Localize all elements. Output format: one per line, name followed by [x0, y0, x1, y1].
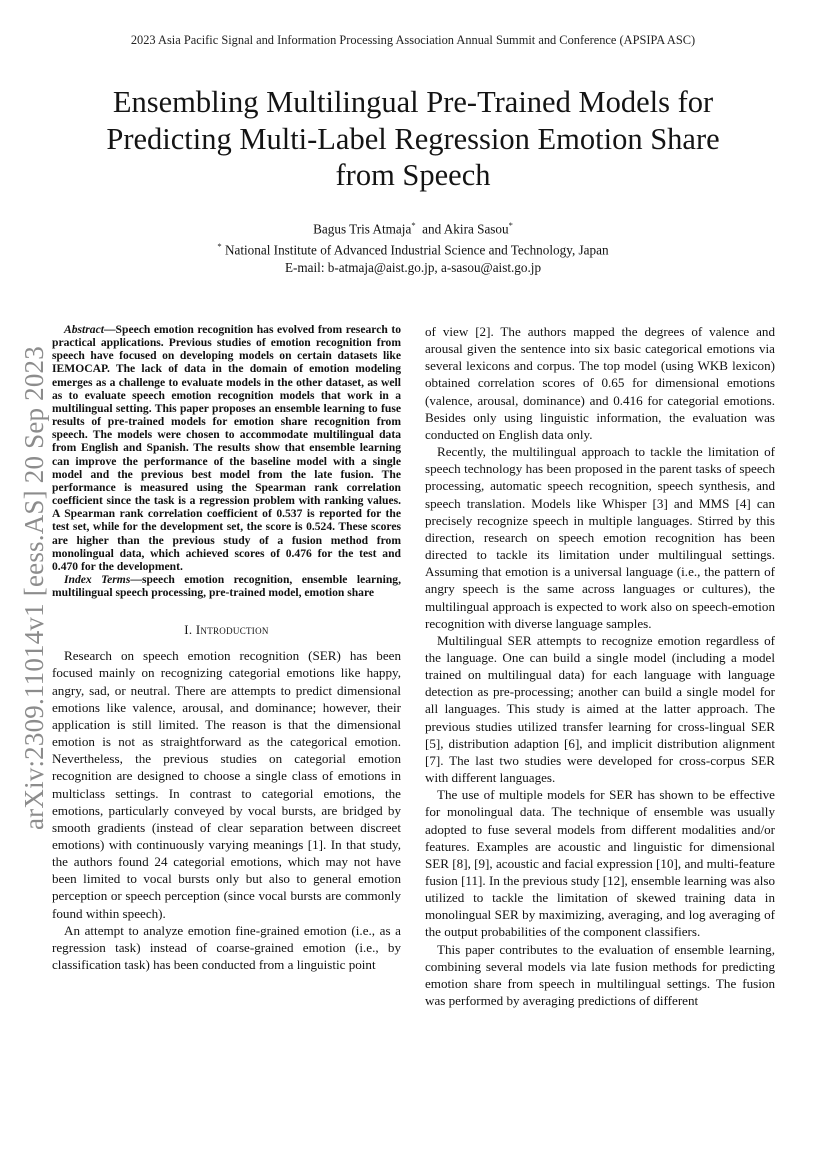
index-terms	[52, 573, 401, 599]
affiliation-mark: *	[411, 220, 416, 230]
section-heading	[52, 623, 401, 638]
author-name: Akira Sasou	[443, 221, 509, 237]
body-paragraph: The use of multiple models for SER has shown to be effective for monolingual data. The technique of ensemble was usually adopted to fuse several models from different modalities and/or features. Examples are acoustic and linguistic for dimensional SER [8], [9], acoustic and facial expression [10], and multi-feature fusion [11]. In the previous study [12], ensemble learning was also utilized to tackle the limitation of skewed training data in monolingual SER by maximizing, averaging, and log averaging of the output probabilities of the component classifiers.	[425, 787, 775, 940]
paper-title	[60, 84, 766, 194]
arxiv-sidebar	[21, 326, 48, 830]
affiliation-mark: *	[217, 240, 222, 251]
author-separator: and	[422, 221, 442, 237]
title-line: from Speech	[335, 158, 491, 192]
affiliation: National Institute of Advanced Industrial Science and Technology, Japan	[224, 242, 609, 258]
author-line	[0, 217, 826, 238]
title-line: Ensembling Multilingual Pre-Trained Models for	[112, 85, 714, 119]
title-line: Predicting Multi-Label Regression Emotion Share	[106, 121, 720, 156]
abstract	[52, 323, 401, 573]
affiliation-mark: *	[508, 220, 513, 230]
body-paragraph: Multilingual SER attempts to recognize emotion regardless of the language. One can build a single model (including a model trained on multilingual data) for each language with language detection as pre-processing; another can build a single model for all languages. This study is aimed at the latter approach. The previous studies utilized transfer learning for cross-lingual SER [5], distribution adaption [6], and implicit distribution alignment [7]. The last two studies were developed for cross-corpus SER with different languages.	[425, 632, 775, 786]
index-terms-label: Index Terms	[64, 572, 131, 586]
abstract-text: —Speech emotion recognition has evolved from research to practical applications. Previous studies of emotion recognition from speech have focused on developing models on certain datasets like IEMOCAP. The lack of data in the domain of emotion modeling emerges as a challenge to evaluate models in the other dataset, as well as to evaluate speech emotion recognition models that work in a multilingual setting. This paper proposes an ensemble learning to fuse results of pre-trained models for emotion share recognition from speech. The models were chosen to accommodate multilingual data from English and Spanish. The results show that ensemble learning can improve the performance of the baseline model with a single model and the previous best model from the late fusion. The performance is measured using the Spearman rank correlation coefficient since the task is a regression problem with ranking values. A Spearman rank correlation coefficient of 0.537 is reported for the test set, while for the development set, the score is 0.524. These scores are higher than the previous study of a fusion method from monolingual data, which achieved scores of 0.476 for the test and 0.470 for the development.	[52, 323, 401, 573]
abstract-label: Abstract	[64, 323, 104, 336]
left-column	[52, 323, 401, 973]
index-terms-text: —speech emotion recognition, ensemble learning, multilingual speech processing, pre-trained model, emotion share	[52, 572, 401, 600]
body-paragraph: Recently, the multilingual approach to tackle the limitation of speech technology has been proposed in the parent tasks of speech processing, automatic speech recognition, speech synthesis, and speech translation. Models like Whisper [3] and MMS [4] can precisely recognize speech in multiple languages. Stirred by this direction, research on speech emotion recognition has been directed to tackle its limitation under multilingual settings. Assuming that emotion is a universal language (i.e., the pattern of angry speech is the same across languages or cultures), the multilingual approach is expected to work also on speech-emotion recognition with diverse language samples.	[425, 444, 775, 631]
author-block	[0, 217, 826, 276]
body-paragraph: An attempt to analyze emotion fine-grained emotion (i.e., as a regression task) instead of coarse-grained emotion (i.e., by classification task) has been conducted from a linguistic point	[52, 922, 401, 973]
arxiv-identifier: arXiv:2309.11014v1 [eess.AS] 20 Sep 2023	[19, 346, 49, 830]
right-column	[425, 323, 775, 1009]
affiliation-line	[0, 238, 826, 259]
section-title: Introduction	[195, 623, 269, 638]
section-number: I.	[184, 623, 193, 638]
body-paragraph: This paper contributes to the evaluation of ensemble learning, combining several models via late fusion methods for predicting emotion share from speech in multilingual settings. The fusion was performed by averaging predictions of different	[425, 941, 775, 1009]
body-paragraph: of view [2]. The authors mapped the degrees of valence and arousal given the sentence into six basic categorical emotions via several lexicons and corpus. The top model (using WKB lexicon) obtained correlation scores of 0.65 for dimensional emotions (valence, arousal, dominance) and 0.416 for categorial emotions. Besides only using linguistic information, the evaluation was conducted on English data only.	[425, 324, 775, 442]
body-paragraph: Research on speech emotion recognition (SER) has been focused mainly on recognizing categorial emotions like happy, angry, sad, or neutral. There are attempts to predict dimensional emotions like valence, arousal, and dominance; however, their application is still limited. The reason is that the dimensional emotion is not as straightforward as the categorical emotion. Nevertheless, the previous studies on categorial emotion recognition are designed to choose a single class of emotions in multiclass settings. In contrast to categorial emotions, the emotions, particularly conveyed by vocal bursts, are bridged by smooth gradients (instead of clear separation between discreet emotions) with continuously varying meanings [1]. In that study, the authors found 24 categorial emotions, which may not have been limited to vocal bursts only but also to general emotion perception or speech perception (since vocal bursts are commonly found within speech).	[52, 648, 401, 921]
email-line: E-mail: b-atmaja@aist.go.jp, a-sasou@aist.go.jp	[284, 259, 542, 275]
conference-header: 2023 Asia Pacific Signal and Information Processing Association Annual Summit and Conference (APSIPA ASC)	[130, 33, 696, 47]
author-name: Bagus Tris Atmaja	[313, 221, 412, 237]
